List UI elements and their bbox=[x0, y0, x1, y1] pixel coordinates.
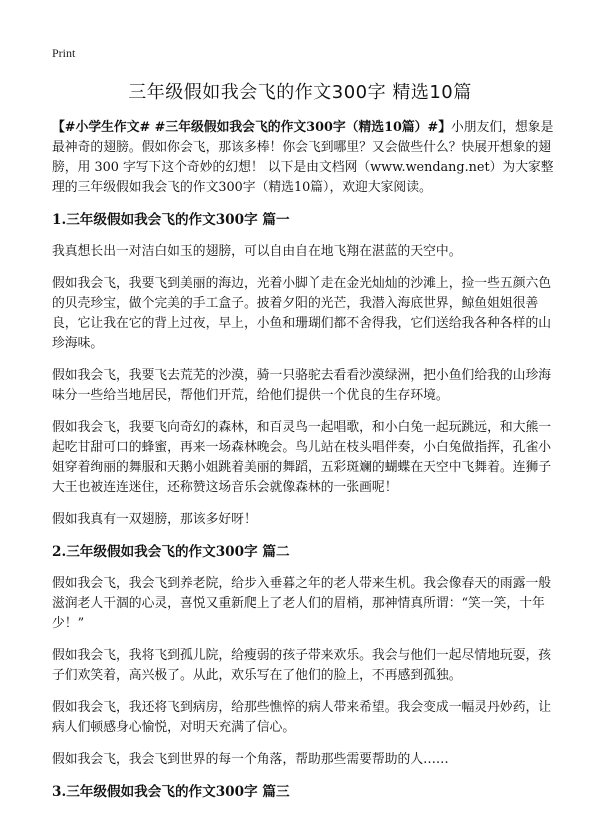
intro-text: 小朋友们，想象是最神奇的翅膀。假如你会飞，那该多棒！你会飞到哪里？又会做些什么？快展开想象的翅膀，用 300 字写下这个奇妙的幻想！ 以下是由文档网（www.wendang.net）为大家整理的三年级假如我会飞的作文300字（精选10篇），欢迎大家阅读。 bbox=[52, 120, 554, 195]
section-1-heading: 1.三年级假如我会飞的作文300字 篇一 bbox=[52, 212, 290, 228]
section-2-paragraph: 假如我会飞，我将飞到孤儿院，给瘦弱的孩子带来欢乐。我会与他们一起尽情地玩耍，孩子们欢笑着，高兴极了。从此，欢乐写在了他们的脸上，不再感到孤独。 bbox=[52, 648, 552, 683]
section-2-heading: 2.三年级假如我会飞的作文300字 篇二 bbox=[52, 544, 290, 560]
section-2-paragraph: 假如我会飞，我还将飞到病房，给那些憔悴的病人带来希望。我会变成一幅灵丹妙药，让病人们顿感身心愉悦，对明天充满了信心。 bbox=[52, 700, 552, 735]
intro-paragraph bbox=[52, 118, 560, 198]
article-body bbox=[52, 118, 560, 814]
section-2-paragraph: 假如我会飞，我会飞到养老院，给步入垂暮之年的老人带来生机。我会像春天的雨露一般滋润老人干涸的心灵，喜悦又重新爬上了老人们的眉梢，那神情真所谓：“笑一笑，十年少！” bbox=[52, 576, 552, 631]
section-3-heading: 3.三年级假如我会飞的作文300字 篇三 bbox=[52, 784, 290, 800]
intro-tags: 【#小学生作文# #三年级假如我会飞的作文300字（精选10篇）#】 bbox=[52, 120, 451, 135]
section-1-paragraph: 假如我会飞，我要飞到美丽的海边，光着小脚丫走在金光灿灿的沙滩上，捡一些五颜六色的贝壳珍宝，做个完美的手工盒子。披着夕阳的光芒，我潜入海底世界，鲸鱼姐姐很善良，它让我在它的背上过夜，早上，小鱼和珊瑚们都不舍得我，它们送给我各种各样的山珍海味。 bbox=[52, 276, 552, 351]
section-1-paragraph: 假如我真有一双翅膀，那该多好呀！ bbox=[52, 512, 257, 527]
page-title: 三年级假如我会飞的作文300字 精选10篇 bbox=[128, 82, 472, 103]
section-1-paragraph: 我真想长出一对洁白如玉的翅膀，可以自由自在地飞翔在湛蓝的天空中。 bbox=[52, 244, 462, 259]
section-1-paragraph: 假如我会飞，我要飞去荒芜的沙漠，骑一只骆驼去看看沙漠绿洲，把小鱼们给我的山珍海味分一些给当地居民，帮他们开荒，给他们提供一个优良的生存环境。 bbox=[52, 368, 552, 403]
section-1-paragraph: 假如我会飞，我要飞向奇幻的森林，和百灵鸟一起唱歌，和小白兔一起玩跳远，和大熊一起吃甘甜可口的蜂蜜，再来一场森林晚会。鸟儿站在枝头唱伴奏，小白兔做指挥，孔雀小姐穿着绚丽的舞服和天鹅小姐跳着美丽的舞蹈，五彩斑斓的蝴蝶在天空中飞舞着。连狮子大王也被连连迷住，还称赞这场音乐会就像森林的一张画呢！ bbox=[52, 420, 552, 495]
print-link[interactable]: Print bbox=[52, 46, 76, 60]
section-2-paragraph: 假如我会飞，我会飞到世界的每一个角落，帮助那些需要帮助的人…… bbox=[52, 752, 449, 767]
